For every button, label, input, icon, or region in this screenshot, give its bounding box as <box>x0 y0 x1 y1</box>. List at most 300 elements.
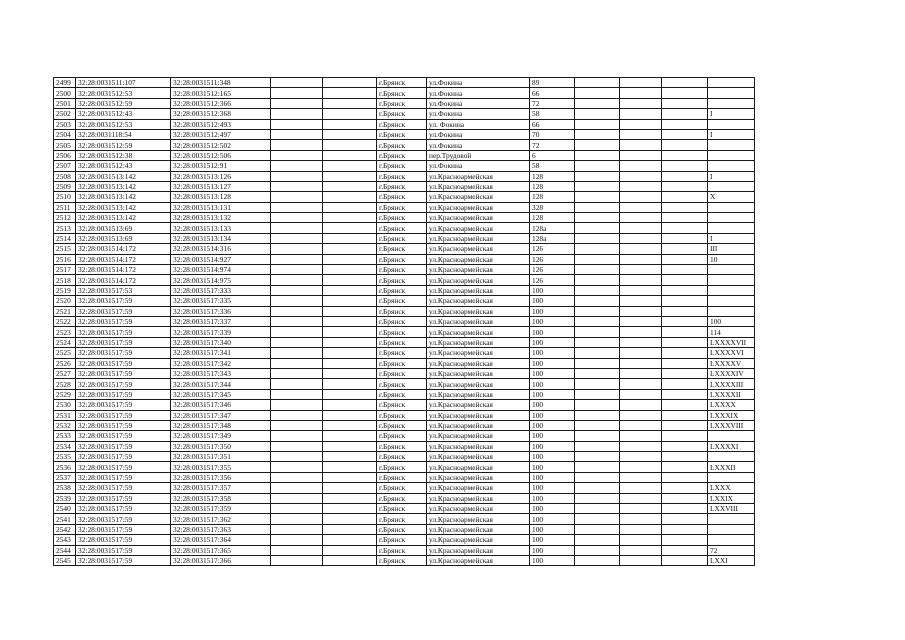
house-number-cell: 100 <box>530 504 575 514</box>
house-number-cell: 100 <box>530 472 575 482</box>
cadastral-number-cell: 32:28:0031513:127 <box>171 181 271 191</box>
blank-cell <box>662 472 708 482</box>
blank-cell <box>271 213 323 223</box>
row-number-cell: 2538 <box>54 483 76 493</box>
table-row <box>54 389 755 399</box>
city-cell: г.Брянск <box>377 441 427 451</box>
parent-cadastral-number-cell: 32:28:0031517:59 <box>76 555 171 565</box>
blank-cell <box>620 400 662 410</box>
house-number-cell: 100 <box>530 327 575 337</box>
cadastral-number-cell: 32:28:0031512:497 <box>171 129 271 139</box>
house-number-cell: 126 <box>530 254 575 264</box>
table-row <box>54 244 755 254</box>
blank-cell <box>620 306 662 316</box>
blank-cell <box>662 337 708 347</box>
parent-cadastral-number-cell: 32:28:0031517:59 <box>76 483 171 493</box>
blank-cell <box>620 223 662 233</box>
house-number-cell: 72 <box>530 98 575 108</box>
blank-cell <box>575 368 620 378</box>
blank-cell <box>271 88 323 98</box>
street-cell: ул.Красноармейская <box>427 233 530 243</box>
house-number-cell: 100 <box>530 379 575 389</box>
city-cell: г.Брянск <box>377 379 427 389</box>
city-cell: г.Брянск <box>377 337 427 347</box>
premises-number-cell: LXXXXI <box>708 441 755 451</box>
table-row <box>54 306 755 316</box>
blank-cell <box>271 535 323 545</box>
table-row <box>54 504 755 514</box>
blank-cell <box>662 244 708 254</box>
blank-cell <box>662 400 708 410</box>
blank-cell <box>620 472 662 482</box>
blank-cell <box>620 316 662 326</box>
table-row <box>54 171 755 181</box>
blank-cell <box>575 462 620 472</box>
parent-cadastral-number-cell: 32:28:0031512:59 <box>76 140 171 150</box>
parent-cadastral-number-cell: 32:28:0031517:59 <box>76 400 171 410</box>
premises-number-cell <box>708 306 755 316</box>
cadastral-number-cell: 32:28:0031514:974 <box>171 265 271 275</box>
blank-cell <box>271 400 323 410</box>
cadastral-number-cell: 32:28:0031517:337 <box>171 316 271 326</box>
house-number-cell: 100 <box>530 441 575 451</box>
street-cell: ул.Красноармейская <box>427 244 530 254</box>
city-cell: г.Брянск <box>377 78 427 88</box>
blank-cell <box>620 555 662 565</box>
blank-cell <box>575 555 620 565</box>
house-number-cell: 100 <box>530 400 575 410</box>
premises-number-cell: LXXXXIII <box>708 379 755 389</box>
premises-number-cell: LXXX <box>708 483 755 493</box>
street-cell: ул.Фокина <box>427 129 530 139</box>
street-cell: ул.Красноармейская <box>427 535 530 545</box>
city-cell: г.Брянск <box>377 524 427 534</box>
blank-cell <box>323 171 377 181</box>
cadastral-number-cell: 32:28:0031517:333 <box>171 285 271 295</box>
parent-cadastral-number-cell: 32:28:0031512:43 <box>76 161 171 171</box>
cadastral-number-cell: 32:28:0031517:346 <box>171 400 271 410</box>
house-number-cell: 100 <box>530 524 575 534</box>
parent-cadastral-number-cell: 32:28:0031513:142 <box>76 181 171 191</box>
blank-cell <box>620 285 662 295</box>
blank-cell <box>323 244 377 254</box>
city-cell: г.Брянск <box>377 514 427 524</box>
parent-cadastral-number-cell: 32:28:0031517:59 <box>76 337 171 347</box>
street-cell: ул.Красноармейская <box>427 472 530 482</box>
blank-cell <box>620 420 662 430</box>
cadastral-number-cell: 32:28:0031517:335 <box>171 296 271 306</box>
blank-cell <box>620 441 662 451</box>
parent-cadastral-number-cell: 32:28:0031517:59 <box>76 316 171 326</box>
blank-cell <box>620 192 662 202</box>
street-cell: ул.Красноармейская <box>427 514 530 524</box>
blank-cell <box>620 462 662 472</box>
premises-number-cell: LXXXXVI <box>708 348 755 358</box>
house-number-cell: 328 <box>530 202 575 212</box>
row-number-cell: 2536 <box>54 462 76 472</box>
blank-cell <box>323 452 377 462</box>
cadastral-number-cell: 32:28:0031512:366 <box>171 98 271 108</box>
blank-cell <box>575 181 620 191</box>
premises-number-cell: LXXI <box>708 555 755 565</box>
blank-cell <box>575 129 620 139</box>
blank-cell <box>271 171 323 181</box>
table-row <box>54 348 755 358</box>
street-cell: ул.Красноармейская <box>427 316 530 326</box>
house-number-cell: 100 <box>530 348 575 358</box>
blank-cell <box>575 275 620 285</box>
blank-cell <box>662 483 708 493</box>
house-number-cell: 100 <box>530 462 575 472</box>
cadastral-number-cell: 32:28:0031517:350 <box>171 441 271 451</box>
blank-cell <box>662 171 708 181</box>
street-cell: ул.Фокина <box>427 161 530 171</box>
blank-cell <box>271 327 323 337</box>
premises-number-cell <box>708 275 755 285</box>
premises-number-cell <box>708 140 755 150</box>
premises-number-cell: I <box>708 171 755 181</box>
blank-cell <box>271 368 323 378</box>
blank-cell <box>575 244 620 254</box>
blank-cell <box>620 545 662 555</box>
city-cell: г.Брянск <box>377 233 427 243</box>
row-number-cell: 2522 <box>54 316 76 326</box>
blank-cell <box>271 140 323 150</box>
city-cell: г.Брянск <box>377 420 427 430</box>
street-cell: ул.Фокина <box>427 109 530 119</box>
premises-number-cell <box>708 265 755 275</box>
blank-cell <box>575 337 620 347</box>
parent-cadastral-number-cell: 32:28:0031517:59 <box>76 462 171 472</box>
parent-cadastral-number-cell: 32:28:0031517:59 <box>76 514 171 524</box>
blank-cell <box>323 555 377 565</box>
blank-cell <box>662 202 708 212</box>
premises-number-cell: 72 <box>708 545 755 555</box>
blank-cell <box>323 545 377 555</box>
blank-cell <box>662 192 708 202</box>
blank-cell <box>271 389 323 399</box>
cadastral-number-cell: 32:28:0031517:345 <box>171 389 271 399</box>
city-cell: г.Брянск <box>377 358 427 368</box>
blank-cell <box>662 88 708 98</box>
cadastral-number-cell: 32:28:0031517:359 <box>171 504 271 514</box>
house-number-cell: 100 <box>530 296 575 306</box>
house-number-cell: 100 <box>530 420 575 430</box>
table-row <box>54 327 755 337</box>
street-cell: ул.Красноармейская <box>427 348 530 358</box>
cadastral-number-cell: 32:28:0031517:339 <box>171 327 271 337</box>
street-cell: ул.Красноармейская <box>427 379 530 389</box>
cadastral-number-cell: 32:28:0031517:340 <box>171 337 271 347</box>
city-cell: г.Брянск <box>377 223 427 233</box>
table-row <box>54 192 755 202</box>
city-cell: г.Брянск <box>377 265 427 275</box>
premises-number-cell: I <box>708 129 755 139</box>
cadastral-number-cell: 32:28:0031514:975 <box>171 275 271 285</box>
row-number-cell: 2523 <box>54 327 76 337</box>
cadastral-number-cell: 32:28:0031517:356 <box>171 472 271 482</box>
house-number-cell: 100 <box>530 285 575 295</box>
table-row <box>54 420 755 430</box>
parent-cadastral-number-cell: 32:28:0031517:59 <box>76 420 171 430</box>
blank-cell <box>575 493 620 503</box>
street-cell: ул.Красноармейская <box>427 202 530 212</box>
house-number-cell: 100 <box>530 316 575 326</box>
row-number-cell: 2512 <box>54 213 76 223</box>
premises-number-cell: 114 <box>708 327 755 337</box>
blank-cell <box>662 316 708 326</box>
street-cell: ул.Красноармейская <box>427 483 530 493</box>
blank-cell <box>575 327 620 337</box>
city-cell: г.Брянск <box>377 535 427 545</box>
street-cell: ул.Красноармейская <box>427 265 530 275</box>
blank-cell <box>575 296 620 306</box>
parent-cadastral-number-cell: 32:28:0031517:53 <box>76 285 171 295</box>
row-number-cell: 2503 <box>54 119 76 129</box>
city-cell: г.Брянск <box>377 452 427 462</box>
house-number-cell: 100 <box>530 555 575 565</box>
premises-number-cell <box>708 472 755 482</box>
premises-number-cell: I <box>708 233 755 243</box>
blank-cell <box>575 400 620 410</box>
table-row <box>54 462 755 472</box>
blank-cell <box>662 98 708 108</box>
parent-cadastral-number-cell: 32:28:0031118:54 <box>76 129 171 139</box>
blank-cell <box>271 514 323 524</box>
parent-cadastral-number-cell: 32:28:0031517:59 <box>76 524 171 534</box>
premises-number-cell: LXXXVIII <box>708 420 755 430</box>
cadastral-number-cell: 32:28:0031513:131 <box>171 202 271 212</box>
street-cell: ул.Красноармейская <box>427 181 530 191</box>
row-number-cell: 2539 <box>54 493 76 503</box>
table-row <box>54 316 755 326</box>
blank-cell <box>323 327 377 337</box>
table-row <box>54 400 755 410</box>
house-number-cell: 100 <box>530 514 575 524</box>
house-number-cell: 100 <box>530 452 575 462</box>
blank-cell <box>323 109 377 119</box>
cadastral-number-cell: 32:28:0031514:316 <box>171 244 271 254</box>
street-cell: ул.Фокина <box>427 78 530 88</box>
row-number-cell: 2513 <box>54 223 76 233</box>
street-cell: ул.Красноармейская <box>427 504 530 514</box>
city-cell: г.Брянск <box>377 483 427 493</box>
table-row <box>54 150 755 160</box>
blank-cell <box>620 233 662 243</box>
house-number-cell: 100 <box>530 358 575 368</box>
blank-cell <box>323 389 377 399</box>
table-row <box>54 555 755 565</box>
table-row <box>54 514 755 524</box>
premises-number-cell <box>708 78 755 88</box>
city-cell: г.Брянск <box>377 431 427 441</box>
table-row <box>54 296 755 306</box>
blank-cell <box>575 192 620 202</box>
premises-number-cell: LXXXXV <box>708 358 755 368</box>
blank-cell <box>620 368 662 378</box>
blank-cell <box>271 316 323 326</box>
premises-number-cell <box>708 223 755 233</box>
blank-cell <box>271 285 323 295</box>
blank-cell <box>271 78 323 88</box>
table-row <box>54 119 755 129</box>
blank-cell <box>575 213 620 223</box>
row-number-cell: 2531 <box>54 410 76 420</box>
table-row <box>54 535 755 545</box>
row-number-cell: 2530 <box>54 400 76 410</box>
cadastral-number-cell: 32:28:0031517:365 <box>171 545 271 555</box>
parent-cadastral-number-cell: 32:28:0031514:172 <box>76 265 171 275</box>
blank-cell <box>323 337 377 347</box>
blank-cell <box>575 161 620 171</box>
row-number-cell: 2543 <box>54 535 76 545</box>
blank-cell <box>662 109 708 119</box>
blank-cell <box>271 410 323 420</box>
blank-cell <box>575 431 620 441</box>
city-cell: г.Брянск <box>377 368 427 378</box>
house-number-cell: 6 <box>530 150 575 160</box>
blank-cell <box>323 306 377 316</box>
city-cell: г.Брянск <box>377 306 427 316</box>
city-cell: г.Брянск <box>377 472 427 482</box>
blank-cell <box>662 140 708 150</box>
premises-number-cell: LXXXXIV <box>708 368 755 378</box>
cadastral-number-cell: 32:28:0031517:364 <box>171 535 271 545</box>
street-cell: ул.Красноармейская <box>427 452 530 462</box>
row-number-cell: 2545 <box>54 555 76 565</box>
premises-number-cell <box>708 514 755 524</box>
blank-cell <box>271 348 323 358</box>
blank-cell <box>271 337 323 347</box>
row-number-cell: 2524 <box>54 337 76 347</box>
blank-cell <box>620 493 662 503</box>
city-cell: г.Брянск <box>377 493 427 503</box>
street-cell: ул.Красноармейская <box>427 223 530 233</box>
parent-cadastral-number-cell: 32:28:0031513:142 <box>76 171 171 181</box>
street-cell: ул.Фокина <box>427 140 530 150</box>
row-number-cell: 2542 <box>54 524 76 534</box>
premises-number-cell <box>708 535 755 545</box>
house-number-cell: 100 <box>530 431 575 441</box>
blank-cell <box>271 379 323 389</box>
street-cell: ул.Красноармейская <box>427 555 530 565</box>
table-row <box>54 368 755 378</box>
cadastral-number-cell: 32:28:0031517:347 <box>171 410 271 420</box>
street-cell: ул.Красноармейская <box>427 296 530 306</box>
house-number-cell: 100 <box>530 493 575 503</box>
blank-cell <box>662 462 708 472</box>
blank-cell <box>620 254 662 264</box>
blank-cell <box>575 316 620 326</box>
parent-cadastral-number-cell: 32:28:0031514:172 <box>76 254 171 264</box>
blank-cell <box>620 140 662 150</box>
register-table <box>53 77 755 566</box>
table-row <box>54 337 755 347</box>
table-row <box>54 275 755 285</box>
parent-cadastral-number-cell: 32:28:0031512:53 <box>76 119 171 129</box>
blank-cell <box>620 358 662 368</box>
cadastral-number-cell: 32:28:0031512:493 <box>171 119 271 129</box>
row-number-cell: 2507 <box>54 161 76 171</box>
blank-cell <box>575 420 620 430</box>
table-row <box>54 358 755 368</box>
city-cell: г.Брянск <box>377 150 427 160</box>
city-cell: г.Брянск <box>377 192 427 202</box>
city-cell: г.Брянск <box>377 254 427 264</box>
table-row <box>54 483 755 493</box>
city-cell: г.Брянск <box>377 98 427 108</box>
blank-cell <box>575 285 620 295</box>
blank-cell <box>620 98 662 108</box>
row-number-cell: 2525 <box>54 348 76 358</box>
street-cell: ул.Фокина <box>427 88 530 98</box>
city-cell: г.Брянск <box>377 129 427 139</box>
table-row <box>54 431 755 441</box>
row-number-cell: 2540 <box>54 504 76 514</box>
blank-cell <box>620 161 662 171</box>
row-number-cell: 2521 <box>54 306 76 316</box>
parent-cadastral-number-cell: 32:28:0031517:59 <box>76 327 171 337</box>
street-cell: ул.Красноармейская <box>427 337 530 347</box>
blank-cell <box>620 348 662 358</box>
row-number-cell: 2527 <box>54 368 76 378</box>
blank-cell <box>323 514 377 524</box>
blank-cell <box>575 441 620 451</box>
row-number-cell: 2509 <box>54 181 76 191</box>
blank-cell <box>620 150 662 160</box>
blank-cell <box>662 524 708 534</box>
parent-cadastral-number-cell: 32:28:0031517:59 <box>76 504 171 514</box>
blank-cell <box>575 504 620 514</box>
blank-cell <box>323 410 377 420</box>
blank-cell <box>620 171 662 181</box>
blank-cell <box>662 265 708 275</box>
parent-cadastral-number-cell: 32:28:0031517:59 <box>76 306 171 316</box>
blank-cell <box>271 150 323 160</box>
blank-cell <box>271 254 323 264</box>
blank-cell <box>575 545 620 555</box>
premises-number-cell <box>708 452 755 462</box>
premises-number-cell <box>708 213 755 223</box>
cadastral-number-cell: 32:28:0031517:355 <box>171 462 271 472</box>
blank-cell <box>620 452 662 462</box>
house-number-cell: 66 <box>530 88 575 98</box>
blank-cell <box>620 337 662 347</box>
blank-cell <box>662 379 708 389</box>
blank-cell <box>323 78 377 88</box>
premises-number-cell: LXXIX <box>708 493 755 503</box>
table-row <box>54 441 755 451</box>
house-number-cell: 66 <box>530 119 575 129</box>
cadastral-number-cell: 32:28:0031517:362 <box>171 514 271 524</box>
blank-cell <box>575 171 620 181</box>
cadastral-number-cell: 32:28:0031513:126 <box>171 171 271 181</box>
parent-cadastral-number-cell: 32:28:0031517:59 <box>76 379 171 389</box>
blank-cell <box>575 98 620 108</box>
blank-cell <box>662 181 708 191</box>
cadastral-number-cell: 32:28:0031517:336 <box>171 306 271 316</box>
blank-cell <box>620 119 662 129</box>
city-cell: г.Брянск <box>377 140 427 150</box>
blank-cell <box>620 78 662 88</box>
cadastral-number-cell: 32:28:0031517:366 <box>171 555 271 565</box>
city-cell: г.Брянск <box>377 109 427 119</box>
blank-cell <box>323 493 377 503</box>
city-cell: г.Брянск <box>377 504 427 514</box>
row-number-cell: 2519 <box>54 285 76 295</box>
table-row <box>54 493 755 503</box>
blank-cell <box>575 109 620 119</box>
